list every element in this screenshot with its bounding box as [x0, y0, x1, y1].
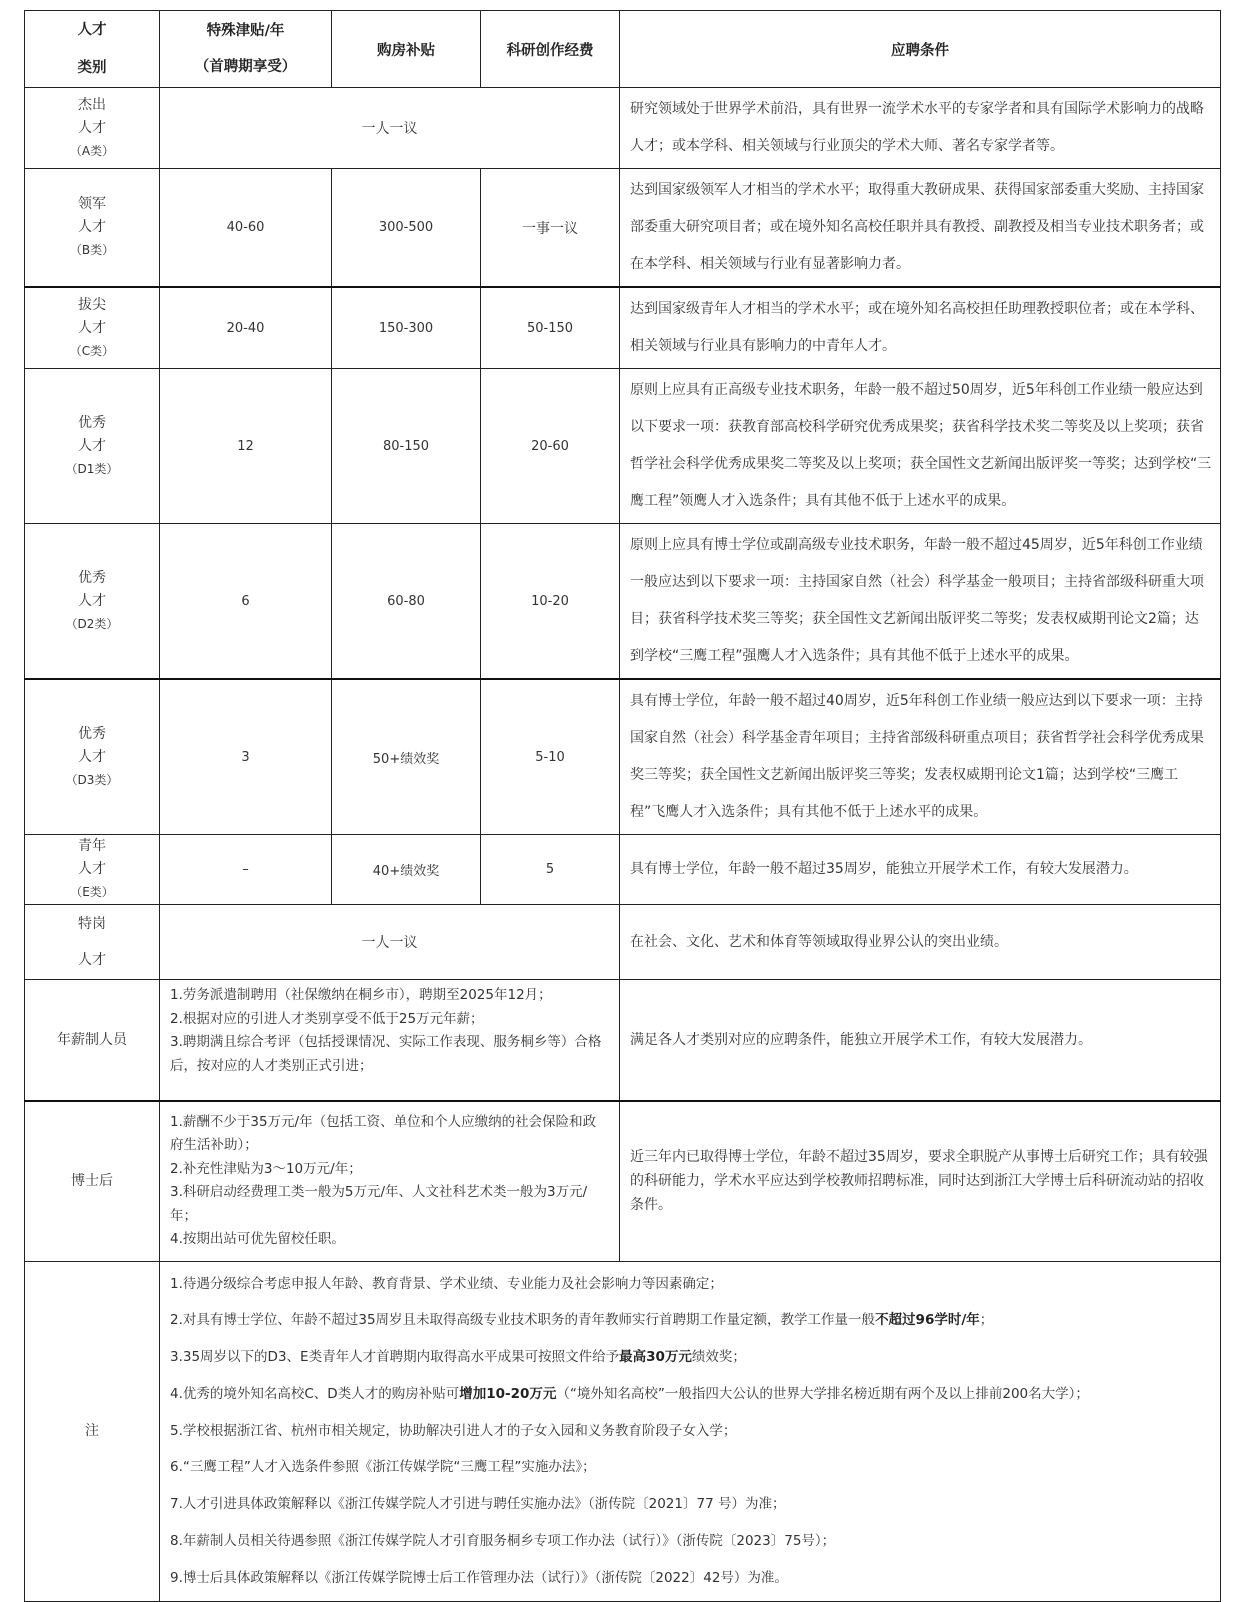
table-header-row [25, 11, 1221, 88]
conditions-cell: 满足各人才类别对应的应聘条件，能独立开展学术工作，有较大发展潜力。 [620, 980, 1221, 1102]
note-item: 7.人才引进具体政策解释以《浙江传媒学院人才引进与聘任实施办法》（浙传院〔2021〕77 号）为准； [170, 1496, 786, 1513]
table-row [25, 835, 1221, 905]
allowance-cell: – [160, 835, 332, 905]
note-item: 3.35周岁以下的D3、E类青年人才首聘期内取得高水平成果可按照文件给予最高30万元绩效奖； [170, 1349, 746, 1366]
category-cell: 优秀 人才 （D2类） [25, 524, 160, 680]
postdoc-terms [160, 1101, 620, 1261]
notes-row [25, 1261, 1221, 1601]
list-item: 2.补充性津贴为3～10万元/年； [170, 1160, 362, 1177]
category-cell: 杰出 人才 （A类） [25, 88, 160, 169]
allowance-cell: 12 [160, 369, 332, 524]
allowance-cell: 3 [160, 679, 332, 835]
housing-cell: 50+绩效奖 [332, 679, 481, 835]
list-item: 1.薪酬不少于35万元/年（包括工资、单位和个人应缴纳的社会保险和政府生活补助）； [170, 1113, 597, 1154]
postdoc-row [25, 1101, 1221, 1261]
salary-row [25, 980, 1221, 1102]
table-row [25, 524, 1221, 680]
category-cell: 拔尖 人才 （C类） [25, 287, 160, 369]
conditions-cell: 具有博士学位，年龄一般不超过35周岁，能独立开展学术工作，有较大发展潜力。 [620, 835, 1221, 905]
table-row [25, 169, 1221, 288]
research-cell: 20-60 [481, 369, 620, 524]
category-cell: 青年 人才 （E类） [25, 835, 160, 905]
conditions-cell: 达到国家级领军人才相当的学术水平；取得重大教研成果、获得国家部委重大奖励、主持国家部委重大研究项目者；或在境外知名高校任职并具有教授、副教授及相当专业技术职务者；或在本学科、相关领域与行业有显著影响力者。 [620, 169, 1221, 288]
talent-policy-table [24, 10, 1221, 1602]
conditions-cell: 近三年内已取得博士学位，年龄不超过35周岁，要求全职脱产从事博士后研究工作；具有较强的科研能力，学术水平应达到学校教师招聘标准，同时达到浙江大学博士后科研流动站的招收条件。 [620, 1101, 1221, 1261]
housing-cell: 300-500 [332, 169, 481, 288]
salary-label: 年薪制人员 [25, 980, 160, 1102]
conditions-cell: 在社会、文化、艺术和体育等领域取得业界公认的突出业绩。 [620, 905, 1221, 980]
research-cell: 一事一议 [481, 169, 620, 288]
research-cell: 5 [481, 835, 620, 905]
note-item: 8.年薪制人员相关待遇参照《浙江传媒学院人才引育服务桐乡专项工作办法（试行）》（浙传院〔2023〕75号）； [170, 1533, 836, 1550]
list-item: 4.按期出站可优先留校任职。 [170, 1231, 345, 1248]
conditions-cell: 原则上应具有正高级专业技术职务，年龄一般不超过50周岁，近5年科创工作业绩一般应达到以下要求一项：获教育部高校科学研究优秀成果奖；获省科学技术奖二等奖及以上奖项；获省哲学社会科学优秀成果奖二等奖及以上奖项；获全国性文艺新闻出版评奖一等奖；达到学校“三鹰工程”领鹰人才入选条件；具有其他不低于上述水平的成果。 [620, 369, 1221, 524]
header-category: 人才 类别 [25, 11, 160, 88]
list-item: 3.聘期满且综合考评（包括授课情况、实际工作表现、服务桐乡等）合格后，按对应的人才类别正式引进； [170, 1034, 602, 1074]
conditions-cell: 研究领域处于世界学术前沿，具有世界一流学术水平的专家学者和具有国际学术影响力的战略人才；或本学科、相关领域与行业顶尖的学术大师、著名专家学者等。 [620, 88, 1221, 169]
research-cell: 10-20 [481, 524, 620, 680]
housing-cell: 40+绩效奖 [332, 835, 481, 905]
allowance-cell: 20-40 [160, 287, 332, 369]
conditions-cell: 原则上应具有博士学位或副高级专业技术职务，年龄一般不超过45周岁，近5年科创工作业绩一般应达到以下要求一项：主持国家自然（社会）科学基金一般项目；主持省部级科研重大项目；获省科学技术奖三等奖；获全国性文艺新闻出版评奖二等奖；发表权威期刊论文2篇；达到学校“三鹰工程”强鹰人才入选条件；具有其他不低于上述水平的成果。 [620, 524, 1221, 680]
category-cell: 优秀 人才 （D1类） [25, 369, 160, 524]
header-conditions: 应聘条件 [620, 11, 1221, 88]
housing-cell: 80-150 [332, 369, 481, 524]
postdoc-label: 博士后 [25, 1101, 160, 1261]
notes-content [160, 1261, 1221, 1601]
table-row [25, 369, 1221, 524]
housing-cell: 150-300 [332, 287, 481, 369]
conditions-cell: 具有博士学位，年龄一般不超过40周岁，近5年科创工作业绩一般应达到以下要求一项：主持国家自然（社会）科学基金青年项目；主持省部级科研重点项目；获省哲学社会科学优秀成果奖三等奖；获全国性文艺新闻出版评奖三等奖；发表权威期刊论文1篇；达到学校“三鹰工程”飞鹰人才入选条件；具有其他不低于上述水平的成果。 [620, 679, 1221, 835]
note-item: 9.博士后具体政策解释以《浙江传媒学院博士后工作管理办法（试行）》（浙传院〔2022〕42号）为准。 [170, 1569, 788, 1586]
negotiated-cell: 一人一议 [160, 88, 620, 169]
housing-cell: 60-80 [332, 524, 481, 680]
note-item: 2.对具有博士学位、年龄不超过35周岁且未取得高级专业技术职务的青年教师实行首聘期工作量定额，教学工作量一般不超过96学时/年； [170, 1312, 994, 1329]
note-item: 4.优秀的境外知名高校C、D类人才的购房补贴可增加10-20万元（“境外知名高校”一般指四大公认的世界大学排名榜近期有两个及以上排前200名大学）； [170, 1385, 1089, 1402]
table-row [25, 287, 1221, 369]
allowance-cell: 6 [160, 524, 332, 680]
research-cell: 5-10 [481, 679, 620, 835]
allowance-cell: 40-60 [160, 169, 332, 288]
note-item: 5.学校根据浙江省、杭州市相关规定，协助解决引进人才的子女入园和义务教育阶段子女入学； [170, 1422, 737, 1439]
list-item: 3.科研启动经费理工类一般为5万元/年、人文社科艺术类一般为3万元/年； [170, 1184, 588, 1224]
header-research: 科研创作经费 [481, 11, 620, 88]
header-housing: 购房补贴 [332, 11, 481, 88]
salary-terms [160, 980, 620, 1102]
conditions-cell: 达到国家级青年人才相当的学术水平；或在境外知名高校担任助理教授职位者；或在本学科、相关领域与行业具有影响力的中青年人才。 [620, 287, 1221, 369]
table-row [25, 679, 1221, 835]
research-cell: 50-150 [481, 287, 620, 369]
negotiated-cell: 一人一议 [160, 905, 620, 980]
header-allowance: 特殊津贴/年 （首聘期享受） [160, 11, 332, 88]
list-item: 1.劳务派遣制聘用（社保缴纳在桐乡市），聘期至2025年12月； [170, 987, 552, 1003]
note-item: 1.待遇分级综合考虑申报人年龄、教育背景、学术业绩、专业能力及社会影响力等因素确定； [170, 1275, 723, 1292]
category-cell: 领军 人才 （B类） [25, 169, 160, 288]
category-cell: 优秀 人才 （D3类） [25, 679, 160, 835]
notes-label: 注 [25, 1261, 160, 1601]
note-item: 6.“三鹰工程”人才入选条件参照《浙江传媒学院“三鹰工程”实施办法》； [170, 1459, 596, 1476]
table-row [25, 88, 1221, 169]
table-row [25, 905, 1221, 980]
list-item: 2.根据对应的引进人才类别享受不低于25万元年薪； [170, 1010, 484, 1027]
category-cell: 特岗 人才 [25, 905, 160, 980]
